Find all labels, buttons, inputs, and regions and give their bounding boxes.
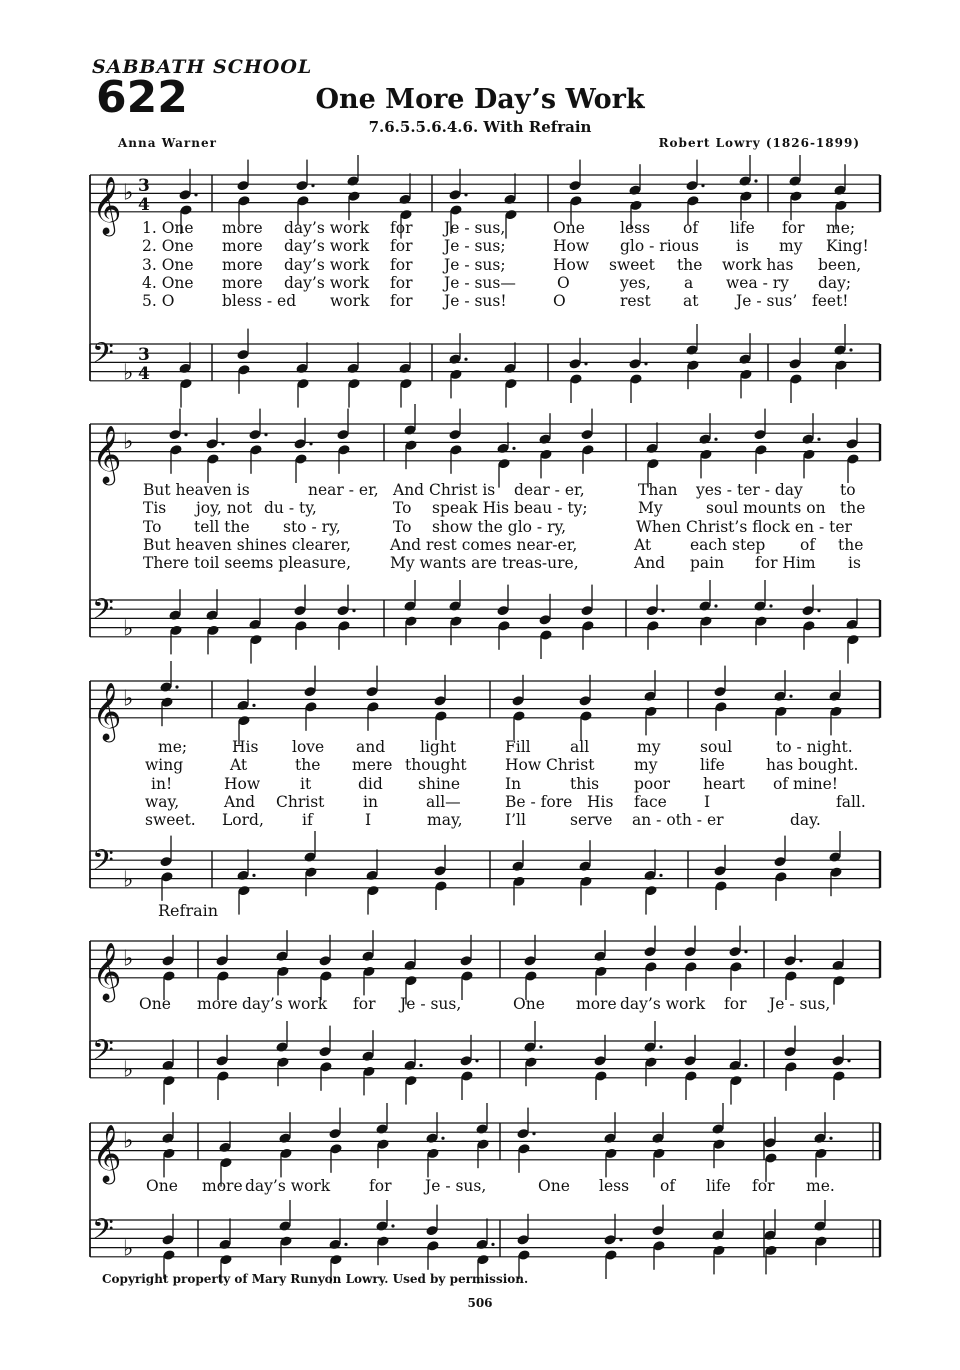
lyric-word: day; (818, 273, 852, 292)
verse-line-system-1 (0, 219, 960, 237)
lyric-word: the (838, 535, 864, 554)
lyric-word: my (779, 237, 803, 256)
lyric-word: each step (690, 535, 766, 554)
lyric-word: me. (806, 1177, 835, 1195)
lyric-word: How (553, 255, 590, 274)
lyric-word: du - ty, (264, 499, 317, 518)
dot-duration (789, 695, 792, 698)
lyric-word: soul (700, 738, 733, 756)
dot-duration (475, 1059, 478, 1062)
verse-line-system-3 (0, 756, 960, 774)
time-signature-top: 3 (138, 176, 150, 196)
bass-clef: 𝄢 (92, 593, 114, 633)
verse-line-system-3 (0, 793, 960, 811)
verse-line-system-1 (0, 256, 960, 274)
lyric-word: more (576, 995, 617, 1013)
lyric-word: I (365, 811, 372, 830)
dot-duration (252, 874, 255, 877)
lyric-word: all— (426, 792, 461, 811)
key-signature-flat: ♭ (123, 360, 134, 386)
lyric-word: sweet. (145, 811, 196, 830)
lyric-word: all (570, 738, 590, 756)
lyric-word: for (390, 255, 413, 274)
dot-duration (175, 685, 178, 688)
lyric-word: may, (427, 811, 463, 830)
lyric-word: of (660, 1177, 676, 1195)
dot-duration (714, 604, 717, 607)
dot-duration (659, 874, 662, 877)
lyric-word: And rest comes near-er, (390, 535, 578, 554)
lyric-word: me; (158, 738, 188, 756)
lyric-word: day’s work (284, 273, 370, 292)
lyric-word: for (369, 1177, 392, 1195)
hymn-meter: 7.6.5.5.6.4.6. With Refrain (368, 118, 592, 136)
hymn-title: One More Day’s Work (315, 84, 645, 115)
verse-line-system-1 (0, 237, 960, 255)
lyric-word: yes, (620, 273, 651, 292)
lyric-word: sto - ry, (283, 517, 341, 536)
lyric-word: is (848, 554, 861, 573)
lyric-word: tell the (194, 517, 250, 536)
lyric-word: me; (826, 219, 856, 237)
lyric-word: yes - ter - day (696, 481, 803, 499)
lyric-word: if (302, 811, 313, 830)
lyric-word: How (224, 774, 261, 793)
lyric-word: to (840, 481, 856, 499)
lyric-word: soul mounts on (706, 499, 826, 518)
lyric-word: I’ll (505, 811, 526, 830)
lyric-word: way, (145, 792, 180, 811)
lyric-word: To (393, 517, 412, 536)
lyric-word: at (683, 292, 699, 311)
dot-duration (659, 1045, 662, 1048)
lyric-word: 4. One (142, 273, 194, 292)
dot-duration (344, 1243, 347, 1246)
dot-duration (491, 1243, 494, 1246)
dot-duration (391, 1224, 394, 1227)
dot-duration (264, 433, 267, 436)
verse-line-system-3 (0, 775, 960, 793)
lyric-word: Je - sus— (444, 273, 516, 292)
treble-clef: 𝄞 (92, 681, 122, 740)
lyric-word: life (706, 1177, 731, 1195)
lyric-word: it (300, 774, 312, 793)
bass-clef: 𝄢 (92, 1213, 114, 1253)
lyric-word: Tis (143, 499, 167, 518)
lyric-word: Je - sus; (444, 237, 506, 256)
lyric-word: His (232, 738, 259, 756)
lyric-word: day’s work (620, 995, 706, 1013)
lyric-word: for (390, 219, 413, 237)
lyric-word: At (230, 756, 248, 775)
key-signature-flat: ♭ (123, 1128, 134, 1154)
lyric-word: O (553, 292, 566, 311)
lyric-word: 5. O (142, 292, 175, 311)
lyric-word: more (222, 237, 263, 256)
lyric-word: for (390, 273, 413, 292)
lyric-word: Je - sus, (425, 1177, 487, 1195)
dot-duration (644, 362, 647, 365)
lyric-word: been, (818, 255, 862, 274)
key-signature-flat: ♭ (123, 180, 134, 206)
lyric-word: sweet (609, 255, 655, 274)
hymn-number: 622 (96, 72, 188, 123)
lyric-word: day’s work (284, 237, 370, 256)
lyric-word: Je - sus! (444, 292, 507, 311)
lyric-word: work (330, 292, 370, 311)
lyric-word: At (634, 535, 652, 554)
lyric-word: for (782, 219, 805, 237)
lyric-word: And Christ is (393, 481, 496, 499)
lyric-word: dear - er, (514, 481, 585, 499)
lyric-word: wing (145, 756, 184, 775)
lyric-word: glo - rious (620, 237, 699, 256)
lyric-word: 3. One (142, 255, 194, 274)
lyric-word: pain (690, 554, 725, 573)
verse-line-system-1 (0, 274, 960, 292)
lyric-word: One (139, 995, 171, 1013)
time-signature-bottom: 4 (138, 364, 150, 384)
verse-line-system-2 (0, 536, 960, 554)
composer-credit: Robert Lowry (1826-1899) (658, 136, 860, 150)
dot-duration (744, 1064, 747, 1067)
bass-clef: 𝄢 (92, 844, 114, 884)
lyric-word: this (570, 774, 600, 793)
key-signature-flat: ♭ (123, 946, 134, 972)
dot-duration (744, 950, 747, 953)
lyric-word: an - oth - er (632, 811, 724, 830)
lyric-word: heart (703, 774, 746, 793)
dot-duration (512, 447, 515, 450)
lyric-word: to - night. (776, 738, 853, 756)
dot-duration (701, 184, 704, 187)
refrain-line-2 (0, 1177, 960, 1195)
lyric-word: poor (634, 774, 670, 793)
lyricist-credit: Anna Warner (118, 136, 217, 150)
verse-line-system-2 (0, 499, 960, 517)
key-signature-flat: ♭ (123, 616, 134, 642)
lyric-word: work has (722, 255, 794, 274)
lyric-word: How Christ (505, 756, 595, 775)
lyric-word: thought (405, 756, 467, 775)
dot-duration (714, 438, 717, 441)
verse-line-system-2 (0, 518, 960, 536)
dot-duration (311, 184, 314, 187)
lyric-word: for (353, 995, 376, 1013)
lyric-word: bless - ed (222, 292, 297, 311)
lyric-word: day’s work (284, 219, 370, 237)
dot-duration (817, 609, 820, 612)
lyric-word: feet! (812, 292, 849, 311)
dot-duration (799, 959, 802, 962)
lyric-word: Je - sus; (444, 255, 506, 274)
dot-duration (829, 1137, 832, 1140)
dot-duration (532, 1132, 535, 1135)
dot-duration (252, 704, 255, 707)
lyric-word: When Christ’s flock en - ter (636, 517, 852, 536)
lyric-word: a (684, 273, 694, 292)
lyric-word: life (730, 219, 755, 237)
lyric-word: In (505, 774, 522, 793)
lyric-word: day’s work (245, 1177, 331, 1195)
lyric-word: wea - ry (726, 273, 789, 292)
lyric-word: 1. One (142, 219, 194, 237)
lyric-word: One (513, 995, 545, 1013)
lyric-word: Je - sus, (444, 219, 506, 237)
lyric-word: less (599, 1177, 630, 1195)
lyric-word: near - er, (308, 481, 379, 499)
lyric-word: One (553, 219, 585, 237)
dot-duration (584, 362, 587, 365)
lyric-word: His (587, 792, 614, 811)
lyric-word: life (700, 756, 725, 775)
lyric-word: shine (418, 774, 461, 793)
lyric-word: One (146, 1177, 178, 1195)
verse-line-system-3 (0, 738, 960, 756)
verse-line-system-3 (0, 811, 960, 829)
lyric-word: is (736, 237, 749, 256)
lyric-word: day’s work (284, 255, 370, 274)
lyric-word: show the glo - ry, (432, 517, 567, 536)
lyric-word: To (393, 499, 412, 518)
lyric-word: more (202, 1177, 243, 1195)
time-signature-bottom: 4 (138, 195, 150, 215)
dot-duration (661, 609, 664, 612)
dot-duration (817, 438, 820, 441)
lyric-word: Be - fore (505, 792, 573, 811)
dot-duration (194, 193, 197, 196)
dot-duration (847, 1059, 850, 1062)
lyric-word: O (557, 273, 570, 292)
key-signature-flat: ♭ (123, 1236, 134, 1262)
lyric-word: more (222, 255, 263, 274)
lyric-word: and (356, 738, 386, 756)
lyric-word: of (683, 219, 699, 237)
lyric-word: 2. One (142, 237, 194, 256)
dot-duration (419, 1064, 422, 1067)
treble-clef: 𝄞 (92, 175, 122, 234)
lyric-word: more (222, 273, 263, 292)
lyric-word: did (358, 774, 383, 793)
time-signature-top: 3 (138, 345, 150, 365)
refrain-line-1 (0, 995, 960, 1013)
dot-duration (352, 609, 355, 612)
lyric-word: face (634, 792, 667, 811)
lyric-word: Je - sus, (400, 995, 462, 1013)
lyric-word: for (390, 237, 413, 256)
lyric-word: less (620, 219, 651, 237)
lyric-word: the (840, 499, 866, 518)
dot-duration (539, 1045, 542, 1048)
bass-clef: 𝄢 (92, 337, 114, 377)
lyric-word: joy, not (196, 499, 253, 518)
verse-line-system-2 (0, 481, 960, 499)
lyric-word: Fill (505, 738, 531, 756)
dot-duration (849, 348, 852, 351)
lyric-word: Than (638, 481, 678, 499)
refrain-label: Refrain (158, 901, 219, 920)
key-signature-flat: ♭ (123, 686, 134, 712)
lyric-word: Je - sus’ (736, 292, 798, 311)
lyric-word: One (538, 1177, 570, 1195)
dot-duration (184, 433, 187, 436)
bass-clef: 𝄢 (92, 1034, 114, 1074)
key-signature-flat: ♭ (123, 429, 134, 455)
verse-line-system-2 (0, 554, 960, 572)
lyric-word: I (704, 792, 711, 811)
lyric-word: Je - sus, (769, 995, 831, 1013)
dot-duration (464, 358, 467, 361)
lyric-word: of (800, 535, 816, 554)
treble-clef: 𝄞 (92, 1123, 122, 1182)
lyric-word: for (752, 1177, 775, 1195)
verse-line-system-1 (0, 292, 960, 310)
lyric-word: the (677, 255, 703, 274)
lyric-word: fall. (836, 792, 866, 811)
dot-duration (754, 179, 757, 182)
lyric-word: To (143, 517, 162, 536)
dot-duration (309, 442, 312, 445)
dot-duration (464, 193, 467, 196)
lyric-word: of mine! (773, 774, 839, 793)
dot-duration (221, 442, 224, 445)
lyric-word: for (724, 995, 747, 1013)
treble-clef: 𝄞 (92, 424, 122, 483)
lyric-word: Christ (276, 792, 325, 811)
lyric-word: But heaven is (143, 481, 250, 499)
copyright-notice: Copyright property of Mary Runyon Lowry. Used by permission. (102, 1272, 529, 1286)
lyric-word: speak His beau - ty; (432, 499, 588, 518)
lyric-word: And (224, 792, 256, 811)
lyric-word: serve (570, 811, 613, 830)
key-signature-flat: ♭ (123, 867, 134, 893)
dot-duration (619, 1238, 622, 1241)
dot-duration (769, 604, 772, 607)
lyric-word: There toil seems pleasure, (143, 554, 352, 573)
lyric-word: day’s work (242, 995, 328, 1013)
lyric-word: But heaven shines clearer, (143, 535, 351, 554)
lyric-word: Lord, (222, 811, 264, 830)
section-heading: SABBATH SCHOOL (92, 56, 313, 78)
page-number: 506 (467, 1296, 493, 1310)
treble-clef: 𝄞 (92, 941, 122, 1000)
lyric-word: day. (790, 811, 821, 830)
lyric-word: my (637, 738, 661, 756)
lyric-word: My wants are treas-ure, (390, 554, 579, 573)
lyric-word: more (222, 219, 263, 237)
lyric-word: in! (151, 774, 173, 793)
lyric-word: the (295, 756, 321, 775)
dot-duration (441, 1137, 444, 1140)
lyric-word: more (197, 995, 238, 1013)
lyric-word: has bought. (766, 756, 859, 775)
lyric-word: My (638, 499, 663, 518)
lyric-word: mere (352, 756, 393, 775)
lyric-word: love (292, 738, 325, 756)
lyric-word: for (390, 292, 413, 311)
lyric-word: in (363, 792, 378, 811)
lyric-word: my (634, 756, 658, 775)
key-signature-flat: ♭ (123, 1057, 134, 1083)
lyric-word: King! (826, 237, 869, 256)
lyric-word: light (420, 738, 457, 756)
lyric-word: And (634, 554, 666, 573)
lyric-word: for Him (755, 554, 816, 573)
lyric-word: rest (620, 292, 651, 311)
lyric-word: How (553, 237, 590, 256)
